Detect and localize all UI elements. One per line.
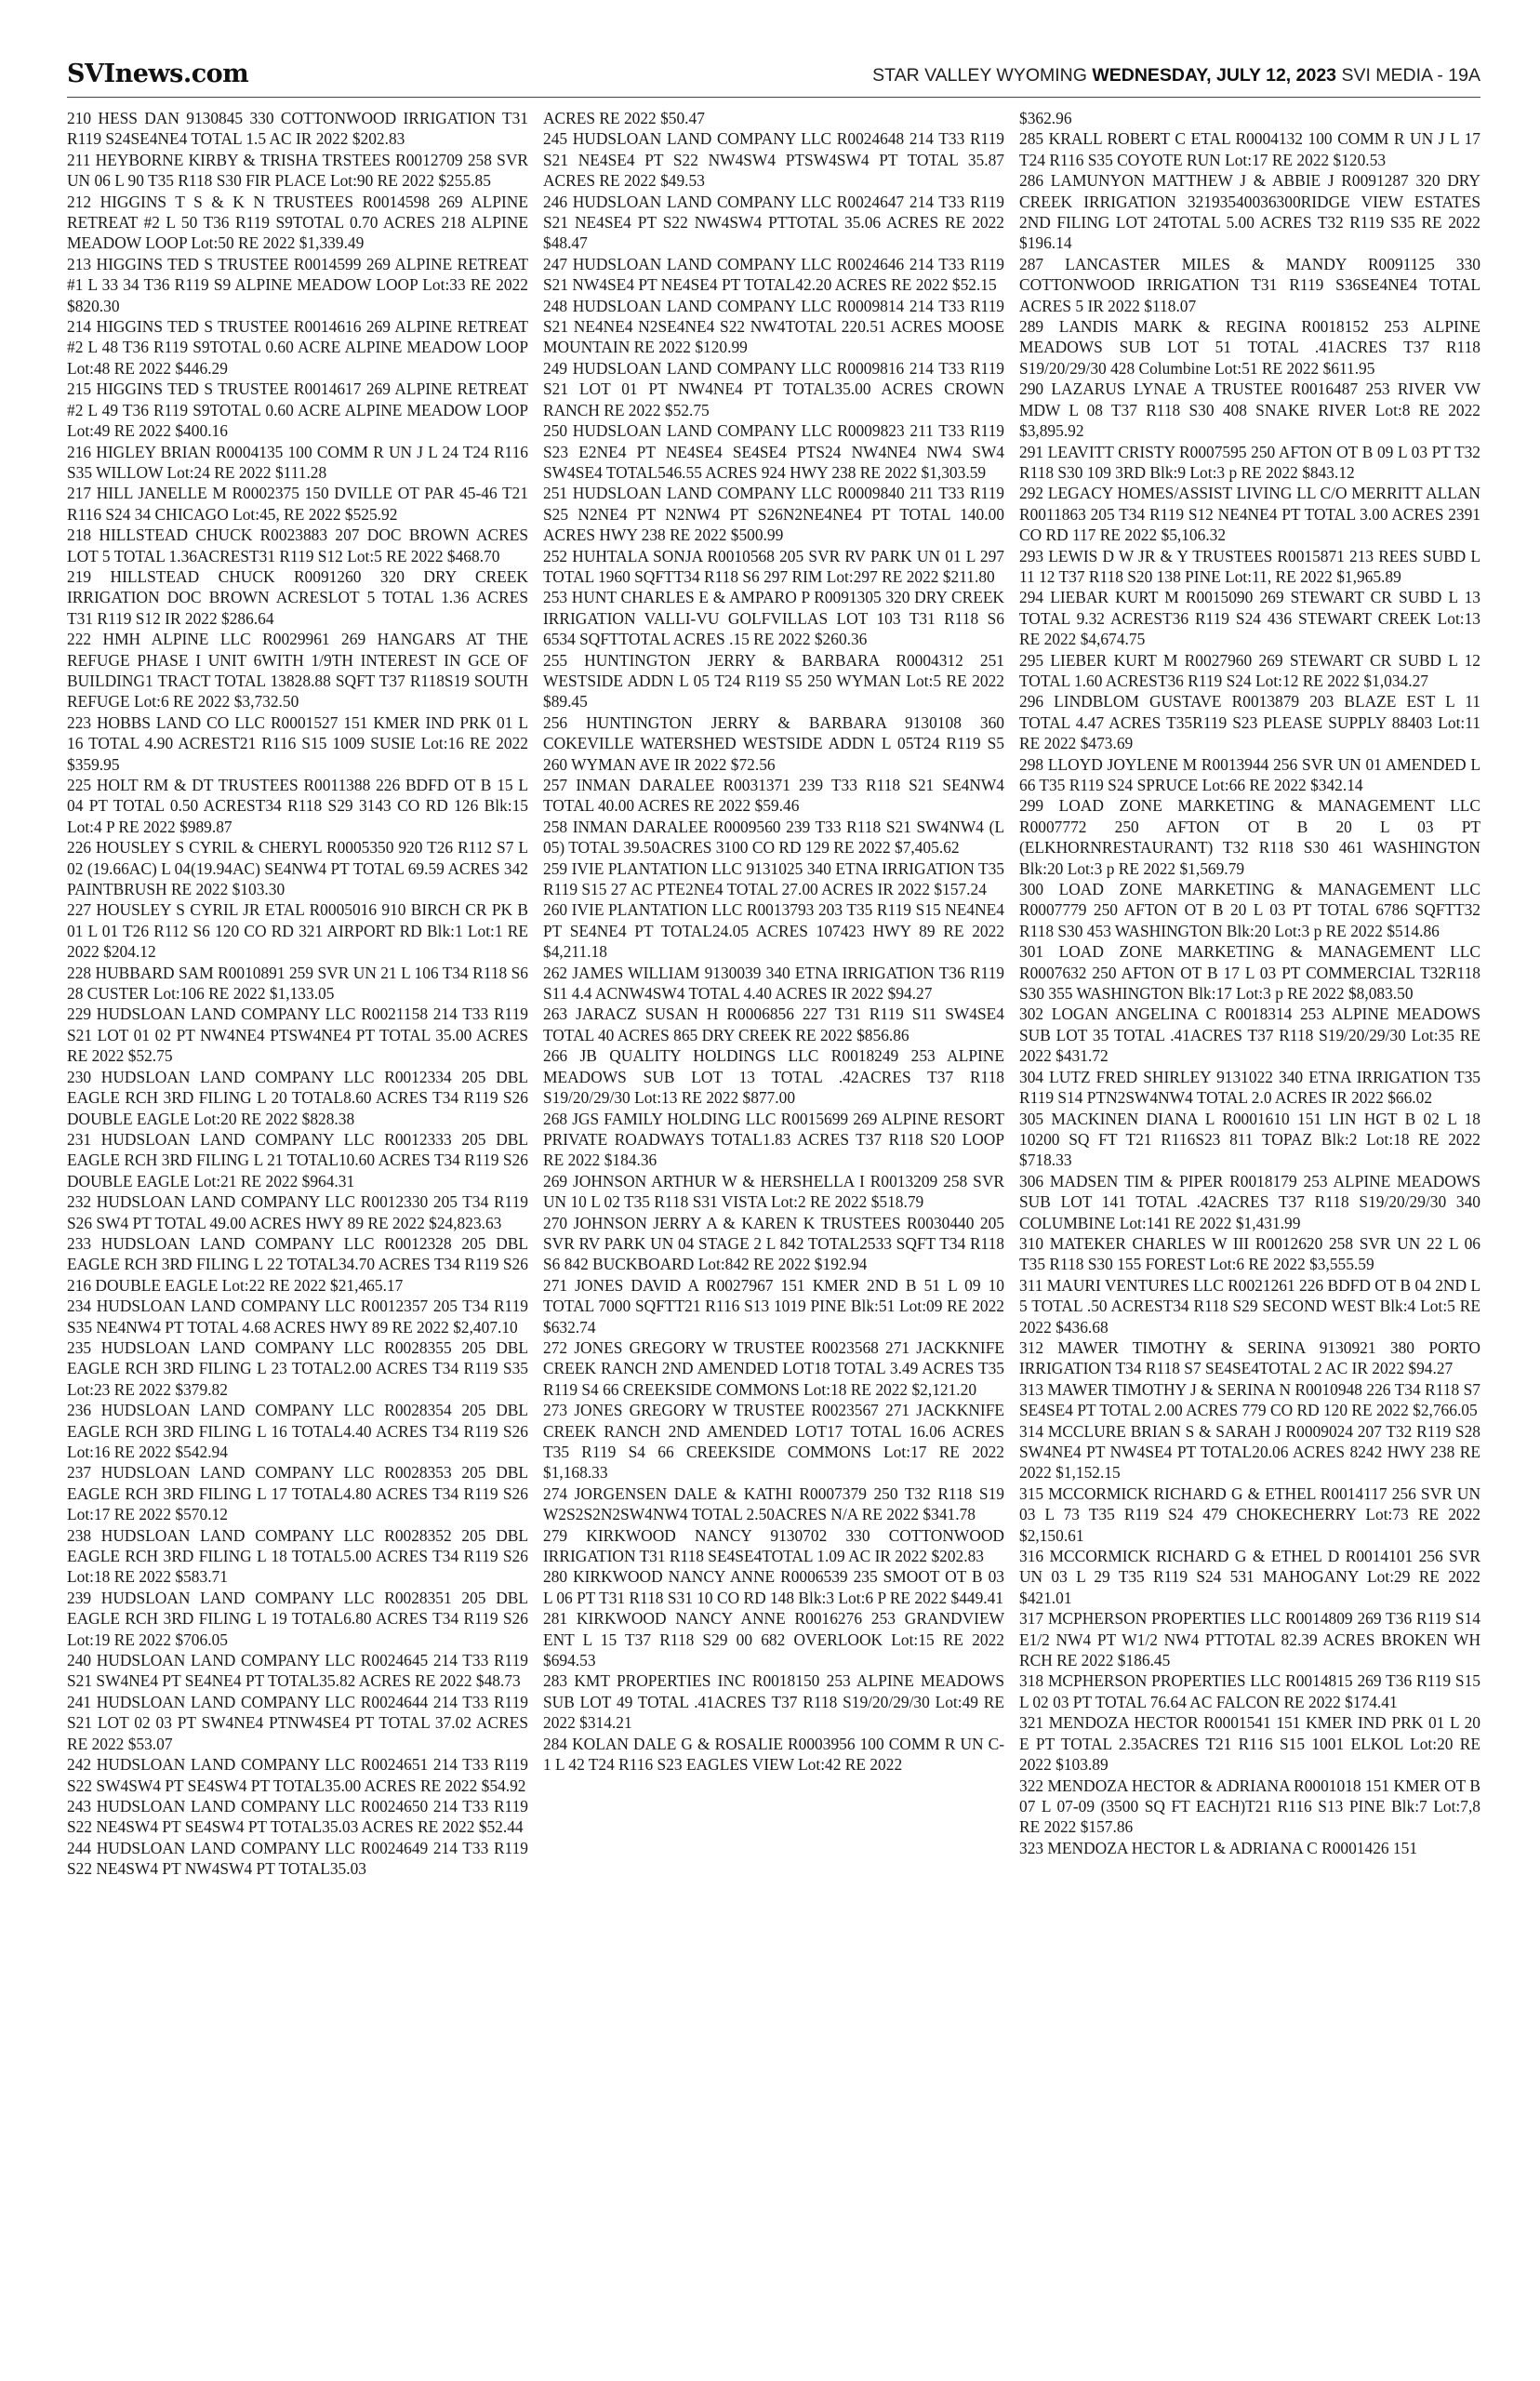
tax-entry: 286 LAMUNYON MATTHEW J & ABBIE J R0091287 320 DRY CREEK IRRIGATION 32193540036300RIDGE VIEW ESTATES 2ND FILING LOT 24TOTAL 5.00 ACRES T32 R119 S35 RE 2022 $196.14	[1019, 171, 1480, 253]
masthead-page: SVI MEDIA - 19A	[1341, 65, 1480, 86]
tax-entry: 251 HUDSLOAN LAND COMPANY LLC R0009840 211 T33 R119 S25 N2NE4 PT N2NW4 PT S26N2NE4NE4 PT TOTAL 140.00 ACRES HWY 238 RE 2022 $500.99	[543, 484, 1004, 545]
column-1	[67, 108, 528, 2340]
tax-entry: 295 LIEBER KURT M R0027960 269 STEWART CR SUBD L 12 TOTAL 1.60 ACREST36 R119 S24 Lot:12 RE 2022 $1,034.27	[1019, 650, 1480, 690]
tax-entry: 233 HUDSLOAN LAND COMPANY LLC R0012328 205 DBL EAGLE RCH 3RD FILING L 22 TOTAL34.70 ACRES T34 R119 S26 216 DOUBLE EAGLE Lot:22 RE 2022 $21,465.17	[67, 1233, 528, 1295]
tax-entry: 213 HIGGINS TED S TRUSTEE R0014599 269 ALPINE RETREAT #1 L 33 34 T36 R119 S9 ALPINE MEADOW LOOP Lot:33 RE 2022 $820.30	[67, 254, 528, 315]
tax-entry: 246 HUDSLOAN LAND COMPANY LLC R0024647 214 T33 R119 S21 NE4SE4 PT S22 NW4SW4 PTTOTAL 35.06 ACRES RE 2022 $48.47	[543, 192, 1004, 253]
tax-entry: ACRES RE 2022 $50.47	[543, 109, 705, 127]
tax-entry: 252 HUHTALA SONJA R0010568 205 SVR RV PARK UN 01 L 297 TOTAL 1960 SQFTT34 R118 S6 297 RIM Lot:297 RE 2022 $211.80	[543, 546, 1004, 586]
tax-entry: 249 HUDSLOAN LAND COMPANY LLC R0009816 214 T33 R119 S21 LOT 01 PT NW4NE4 PT TOTAL35.00 ACRES CROWN RANCH RE 2022 $52.75	[543, 358, 1004, 419]
tax-entry: 217 HILL JANELLE M R0002375 150 DVILLE OT PAR 45-46 T21 R116 S24 34 CHICAGO Lot:45, RE 2022 $525.92	[67, 484, 528, 524]
tax-entry: 290 LAZARUS LYNAE A TRUSTEE R0016487 253 RIVER VW MDW L 08 T37 R118 S30 408 SNAKE RIVER Lot:8 RE 2022 $3,895.92	[1019, 379, 1480, 441]
page-header	[67, 60, 1480, 97]
tax-entry: 289 LANDIS MARK & REGINA R0018152 253 ALPINE MEADOWS SUB LOT 51 TOTAL .41ACRES T37 R118 S19/20/29/30 428 Columbine Lot:51 RE 2022 $611.95	[1019, 317, 1480, 378]
tax-entry: 223 HOBBS LAND CO LLC R0001527 151 KMER IND PRK 01 L 16 TOTAL 4.90 ACREST21 R116 S15 1009 SUSIE Lot:16 RE 2022 $359.95	[67, 712, 528, 774]
masthead-date: WEDNESDAY, JULY 12, 2023	[1092, 65, 1337, 86]
tax-entry: 268 JGS FAMILY HOLDING LLC R0015699 269 ALPINE RESORT PRIVATE ROADWAYS TOTAL1.83 ACRES T37 R118 S20 LOOP RE 2022 $184.36	[543, 1109, 1004, 1170]
tax-entry: 210 HESS DAN 9130845 330 COTTONWOOD IRRIGATION T31 R119 S24SE4NE4 TOTAL 1.5 AC IR 2022 $202.83	[67, 109, 528, 149]
tax-entry: 245 HUDSLOAN LAND COMPANY LLC R0024648 214 T33 R119 S21 NE4SE4 PT S22 NW4SW4 PTSW4SW4 PT TOTAL 35.87 ACRES RE 2022 $49.53	[543, 129, 1004, 191]
tax-entry: 294 LIEBAR KURT M R0015090 269 STEWART CR SUBD L 13 TOTAL 9.32 ACREST36 R119 S24 436 STEWART CREEK Lot:13 RE 2022 $4,674.75	[1019, 588, 1480, 649]
tax-entry: 305 MACKINEN DIANA L R0001610 151 LIN HGT B 02 L 18 10200 SQ FT T21 R116S23 811 TOPAZ Blk:2 Lot:18 RE 2022 $718.33	[1019, 1109, 1480, 1170]
tax-entry: 304 LUTZ FRED SHIRLEY 9131022 340 ETNA IRRIGATION T35 R119 S14 PTN2SW4NW4 TOTAL 2.0 ACRES IR 2022 $66.02	[1019, 1067, 1480, 1108]
tax-entry: 225 HOLT RM & DT TRUSTEES R0011388 226 BDFD OT B 15 L 04 PT TOTAL 0.50 ACREST34 R118 S29 3143 CO RD 126 Blk:15 Lot:4 P RE 2022 $989.87	[67, 776, 528, 836]
legal-notice-columns	[67, 108, 1480, 2340]
tax-entry: 211 HEYBORNE KIRBY & TRISHA TRSTEES R0012709 258 SVR UN 06 L 90 T35 R118 S30 FIR PLACE Lot:90 RE 2022 $255.85	[67, 150, 528, 191]
tax-entry: 263 JARACZ SUSAN H R0006856 227 T31 R119 S11 SW4SE4 TOTAL 40 ACRES 865 DRY CREEK RE 2022 $856.86	[543, 1004, 1004, 1044]
tax-entry: 318 MCPHERSON PROPERTIES LLC R0014815 269 T36 R119 S15 L 02 03 PT TOTAL 76.64 AC FALCON RE 2022 $174.41	[1019, 1671, 1480, 1711]
tax-entry: 312 MAWER TIMOTHY & SERINA 9130921 380 PORTO IRRIGATION T34 R118 S7 SE4SE4TOTAL 2 AC IR 2022 $94.27	[1019, 1337, 1480, 1378]
tax-entry: 216 HIGLEY BRIAN R0004135 100 COMM R UN J L 24 T24 R116 S35 WILLOW Lot:24 RE 2022 $111.28	[67, 442, 528, 482]
tax-entry: 287 LANCASTER MILES & MANDY R0091125 330 COTTONWOOD IRRIGATION T31 R119 S36SE4NE4 TOTAL ACRES 5 IR 2022 $118.07	[1019, 254, 1480, 315]
tax-entry: 321 MENDOZA HECTOR R0001541 151 KMER IND PRK 01 L 20 E PT TOTAL 2.35ACRES T21 R116 S15 1001 ELKOL Lot:20 RE 2022 $103.89	[1019, 1713, 1480, 1775]
tax-entry: 239 HUDSLOAN LAND COMPANY LLC R0028351 205 DBL EAGLE RCH 3RD FILING L 19 TOTAL6.80 ACRES T34 R119 S26 Lot:19 RE 2022 $706.05	[67, 1588, 528, 1649]
tax-entry: 323 MENDOZA HECTOR L & ADRIANA C R0001426 151	[1019, 1838, 1418, 1857]
tax-entry: 257 INMAN DARALEE R0031371 239 T33 R118 S21 SE4NW4 TOTAL 40.00 ACRES RE 2022 $59.46	[543, 776, 1004, 816]
tax-entry: 255 HUNTINGTON JERRY & BARBARA R0004312 251 WESTSIDE ADDN L 05 T24 R119 S5 250 WYMAN Lot:5 RE 2022 $89.45	[543, 650, 1004, 712]
tax-entry: 269 JOHNSON ARTHUR W & HERSHELLA I R0013209 258 SVR UN 10 L 02 T35 R118 S31 VISTA Lot:2 RE 2022 $518.79	[543, 1171, 1004, 1212]
tax-entry: 215 HIGGINS TED S TRUSTEE R0014617 269 ALPINE RETREAT #2 L 49 T36 R119 S9TOTAL 0.60 ACRE ALPINE MEADOW LOOP Lot:49 RE 2022 $400.16	[67, 379, 528, 441]
tax-entry: 259 IVIE PLANTATION LLC 9131025 340 ETNA IRRIGATION T35 R119 S15 27 AC PTE2NE4 TOTAL 27.00 ACRES IR 2022 $157.24	[543, 858, 1004, 899]
column-2	[543, 108, 1004, 2340]
tax-entry: 218 HILLSTEAD CHUCK R0023883 207 DOC BROWN ACRES LOT 5 TOTAL 1.36ACREST31 R119 S12 Lot:5 RE 2022 $468.70	[67, 525, 528, 565]
tax-entry: 247 HUDSLOAN LAND COMPANY LLC R0024646 214 T33 R119 S21 NW4SE4 PT NE4SE4 PT TOTAL42.20 ACRES RE 2022 $52.15	[543, 254, 1004, 295]
tax-entry: 258 INMAN DARALEE R0009560 239 T33 R118 S21 SW4NW4 (L 05) TOTAL 39.50ACRES 3100 CO RD 129 RE 2022 $7,405.62	[543, 817, 1004, 858]
tax-entry: 214 HIGGINS TED S TRUSTEE R0014616 269 ALPINE RETREAT #2 L 48 T36 R119 S9TOTAL 0.60 ACRE ALPINE MEADOW LOOP Lot:48 RE 2022 $446.29	[67, 317, 528, 378]
tax-entry: 228 HUBBARD SAM R0010891 259 SVR UN 21 L 106 T34 R118 S6 28 CUSTER Lot:106 RE 2022 $1,133.05	[67, 963, 528, 1004]
masthead	[872, 65, 1480, 86]
tax-entry: 280 KIRKWOOD NANCY ANNE R0006539 235 SMOOT OT B 03 L 06 PT T31 R118 S31 10 CO RD 148 Blk:3 Lot:6 P RE 2022 $449.41	[543, 1567, 1004, 1607]
site-name: SVInews.com	[67, 60, 249, 88]
tax-entry: 242 HUDSLOAN LAND COMPANY LLC R0024651 214 T33 R119 S22 SW4SW4 PT SE4SW4 PT TOTAL35.00 ACRES RE 2022 $54.92	[67, 1755, 528, 1795]
header-rule	[67, 97, 1480, 98]
tax-entry: 238 HUDSLOAN LAND COMPANY LLC R0028352 205 DBL EAGLE RCH 3RD FILING L 18 TOTAL5.00 ACRES T34 R119 S26 Lot:18 RE 2022 $583.71	[67, 1525, 528, 1587]
tax-entry: $362.96	[1019, 109, 1072, 127]
tax-entry: 235 HUDSLOAN LAND COMPANY LLC R0028355 205 DBL EAGLE RCH 3RD FILING L 23 TOTAL2.00 ACRES T34 R119 S35 Lot:23 RE 2022 $379.82	[67, 1337, 528, 1399]
tax-entry: 285 KRALL ROBERT C ETAL R0004132 100 COMM R UN J L 17 T24 R116 S35 COYOTE RUN Lot:17 RE 2022 $120.53	[1019, 129, 1480, 169]
masthead-location: STAR VALLEY WYOMING	[872, 65, 1087, 86]
tax-entry: 231 HUDSLOAN LAND COMPANY LLC R0012333 205 DBL EAGLE RCH 3RD FILING L 21 TOTAL10.60 ACRES T34 R119 S26 DOUBLE EAGLE Lot:21 RE 2022 $964.31	[67, 1129, 528, 1190]
tax-entry: 311 MAURI VENTURES LLC R0021261 226 BDFD OT B 04 2ND L 5 TOTAL .50 ACREST34 R118 S29 SECOND WEST Blk:4 Lot:5 RE 2022 $436.68	[1019, 1275, 1480, 1337]
tax-entry: 226 HOUSLEY S CYRIL & CHERYL R0005350 920 T26 R112 S7 L 02 (19.66AC) L 04(19.94AC) SE4NW4 PT TOTAL 69.59 ACRES 342 PAINTBRUSH RE 2022 $103.30	[67, 838, 528, 899]
tax-entry: 306 MADSEN TIM & PIPER R0018179 253 ALPINE MEADOWS SUB LOT 141 TOTAL .42ACRES T37 R118 S19/20/29/30 340 COLUMBINE Lot:141 RE 2022 $1,431.99	[1019, 1171, 1480, 1232]
tax-entry: 229 HUDSLOAN LAND COMPANY LLC R0021158 214 T33 R119 S21 LOT 01 02 PT NW4NE4 PTSW4NE4 PT TOTAL 35.00 ACRES RE 2022 $52.75	[67, 1004, 528, 1066]
tax-entry: 230 HUDSLOAN LAND COMPANY LLC R0012334 205 DBL EAGLE RCH 3RD FILING L 20 TOTAL8.60 ACRES T34 R119 S26 DOUBLE EAGLE Lot:20 RE 2022 $828.38	[67, 1067, 528, 1128]
tax-entry: 273 JONES GREGORY W TRUSTEE R0023567 271 JACKKNIFE CREEK RANCH 2ND AMENDED LOT17 TOTAL 16.06 ACRES T35 R119 S4 66 CREEKSIDE COMMONS Lot:17 RE 2022 $1,168.33	[543, 1401, 1004, 1483]
tax-entry: 315 MCCORMICK RICHARD G & ETHEL R0014117 256 SVR UN 03 L 73 T35 R119 S24 479 CHOKECHERRY Lot:73 RE 2022 $2,150.61	[1019, 1483, 1480, 1545]
tax-entry: 316 MCCORMICK RICHARD G & ETHEL D R0014101 256 SVR UN 03 L 29 T35 R119 S24 531 MAHOGANY Lot:29 RE 2022 $421.01	[1019, 1547, 1480, 1607]
tax-entry: 244 HUDSLOAN LAND COMPANY LLC R0024649 214 T33 R119 S22 NE4SW4 PT NW4SW4 PT TOTAL35.03	[67, 1838, 528, 1879]
tax-entry: 212 HIGGINS T S & K N TRUSTEES R0014598 269 ALPINE RETREAT #2 L 50 T36 R119 S9TOTAL 0.70 ACRES 218 ALPINE MEADOW LOOP Lot:50 RE 2022 $1,339.49	[67, 192, 528, 253]
tax-entry: 322 MENDOZA HECTOR & ADRIANA R0001018 151 KMER OT B 07 L 07-09 (3500 SQ FT EACH)T21 R116 S13 PINE Blk:7 Lot:7,8 RE 2022 $157.86	[1019, 1776, 1480, 1837]
tax-entry: 302 LOGAN ANGELINA C R0018314 253 ALPINE MEADOWS SUB LOT 35 TOTAL .41ACRES T37 R118 S19/20/29/30 Lot:35 RE 2022 $431.72	[1019, 1004, 1480, 1066]
tax-entry: 313 MAWER TIMOTHY J & SERINA N R0010948 226 T34 R118 S7 SE4SE4 PT TOTAL 2.00 ACRES 779 CO RD 120 RE 2022 $2,766.05	[1019, 1379, 1480, 1420]
tax-entry: 274 JORGENSEN DALE & KATHI R0007379 250 T32 R118 S19 W2S2S2N2SW4NW4 TOTAL 2.50ACRES N/A RE 2022 $341.78	[543, 1483, 1004, 1524]
tax-entry: 293 LEWIS D W JR & Y TRUSTEES R0015871 213 REES SUBD L 11 12 T37 R118 S20 138 PINE Lot:11, RE 2022 $1,965.89	[1019, 546, 1480, 586]
tax-entry: 281 KIRKWOOD NANCY ANNE R0016276 253 GRANDVIEW ENT L 15 T37 R118 S29 00 682 OVERLOOK Lot:15 RE 2022 $694.53	[543, 1609, 1004, 1670]
tax-entry: 299 LOAD ZONE MARKETING & MANAGEMENT LLC R0007772 250 AFTON OT B 20 L 03 PT (ELKHORNRESTAURANT) T32 R118 S30 461 WASHINGTON Blk:20 Lot:3 p RE 2022 $1,569.79	[1019, 796, 1480, 878]
tax-entry: 236 HUDSLOAN LAND COMPANY LLC R0028354 205 DBL EAGLE RCH 3RD FILING L 16 TOTAL4.40 ACRES T34 R119 S26 Lot:16 RE 2022 $542.94	[67, 1401, 528, 1461]
tax-entry: 234 HUDSLOAN LAND COMPANY LLC R0012357 205 T34 R119 S35 NE4NW4 PT TOTAL 4.68 ACRES HWY 89 RE 2022 $2,407.10	[67, 1297, 528, 1337]
tax-entry: 266 JB QUALITY HOLDINGS LLC R0018249 253 ALPINE MEADOWS SUB LOT 13 TOTAL .42ACRES T37 R118 S19/20/29/30 Lot:13 RE 2022 $877.00	[543, 1046, 1004, 1108]
tax-entry: 296 LINDBLOM GUSTAVE R0013879 203 BLAZE EST L 11 TOTAL 4.47 ACRES T35R119 S23 PLEASE SUPPLY 88403 Lot:11 RE 2022 $473.69	[1019, 692, 1480, 753]
tax-entry: 260 IVIE PLANTATION LLC R0013793 203 T35 R119 S15 NE4NE4 PT SE4NE4 PT TOTAL24.05 ACRES 107423 HWY 89 RE 2022 $4,211.18	[543, 900, 1004, 962]
tax-entry: 253 HUNT CHARLES E & AMPARO P R0091305 320 DRY CREEK IRRIGATION VALLI-VU GOLFVILLAS LOT 103 T31 R118 S6 6534 SQFTTOTAL ACRES .15 RE 2022 $260.36	[543, 588, 1004, 649]
tax-entry: 310 MATEKER CHARLES W III R0012620 258 SVR UN 22 L 06 T35 R118 S30 155 FOREST Lot:6 RE 2022 $3,555.59	[1019, 1233, 1480, 1274]
tax-entry: 301 LOAD ZONE MARKETING & MANAGEMENT LLC R0007632 250 AFTON OT B 17 L 03 PT COMMERCIAL T32R118 S30 355 WASHINGTON Blk:17 Lot:3 p RE 2022 $8,083.50	[1019, 942, 1480, 1004]
tax-entry: 292 LEGACY HOMES/ASSIST LIVING LL C/O MERRITT ALLAN R0011863 205 T34 R119 S12 NE4NE4 PT TOTAL 3.00 ACRES 2391 CO RD 117 RE 2022 $5,106.32	[1019, 484, 1480, 545]
tax-entry: 250 HUDSLOAN LAND COMPANY LLC R0009823 211 T33 R119 S23 E2NE4 PT NE4SE4 SE4SE4 PTS24 NW4NE4 NW4 SW4 SW4SE4 TOTAL546.55 ACRES 924 HWY 238 RE 2022 $1,303.59	[543, 421, 1004, 482]
tax-entry: 317 MCPHERSON PROPERTIES LLC R0014809 269 T36 R119 S14 E1/2 NW4 PT W1/2 NW4 PTTOTAL 82.39 ACRES BROKEN WH RCH RE 2022 $186.45	[1019, 1609, 1480, 1670]
tax-entry: 240 HUDSLOAN LAND COMPANY LLC R0024645 214 T33 R119 S21 SW4NE4 PT SE4NE4 PT TOTAL35.82 ACRES RE 2022 $48.73	[67, 1651, 528, 1691]
tax-entry: 232 HUDSLOAN LAND COMPANY LLC R0012330 205 T34 R119 S26 SW4 PT TOTAL 49.00 ACRES HWY 89 RE 2022 $24,823.63	[67, 1192, 528, 1232]
tax-entry: 272 JONES GREGORY W TRUSTEE R0023568 271 JACKKNIFE CREEK RANCH 2ND AMENDED LOT18 TOTAL 3.49 ACRES T35 R119 S4 66 CREEKSIDE COMMONS Lot:18 RE 2022 $2,121.20	[543, 1337, 1004, 1399]
tax-entry: 222 HMH ALPINE LLC R0029961 269 HANGARS AT THE REFUGE PHASE I UNIT 6WITH 1/9TH INTEREST IN GCE OF BUILDING1 TRACT TOTAL 13828.88 SQFT T37 R118S19 SOUTH REFUGE Lot:6 RE 2022 $3,732.50	[67, 630, 528, 712]
tax-entry: 291 LEAVITT CRISTY R0007595 250 AFTON OT B 09 L 03 PT T32 R118 S30 109 3RD Blk:9 Lot:3 p RE 2022 $843.12	[1019, 442, 1480, 482]
tax-entry: 248 HUDSLOAN LAND COMPANY LLC R0009814 214 T33 R119 S21 NE4NE4 N2SE4NE4 S22 NW4TOTAL 220.51 ACRES MOOSE MOUNTAIN RE 2022 $120.99	[543, 296, 1004, 357]
tax-entry: 237 HUDSLOAN LAND COMPANY LLC R0028353 205 DBL EAGLE RCH 3RD FILING L 17 TOTAL4.80 ACRES T34 R119 S26 Lot:17 RE 2022 $570.12	[67, 1463, 528, 1524]
tax-entry: 271 JONES DAVID A R0027967 151 KMER 2ND B 51 L 09 10 TOTAL 7000 SQFTT21 R116 S13 1019 PINE Blk:51 Lot:09 RE 2022 $632.74	[543, 1275, 1004, 1337]
tax-entry: 270 JOHNSON JERRY A & KAREN K TRUSTEES R0030440 205 SVR RV PARK UN 04 STAGE 2 L 842 TOTAL2533 SQFT T34 R118 S6 842 BUCKBOARD Lot:842 RE 2022 $192.94	[543, 1213, 1004, 1274]
tax-entry: 262 JAMES WILLIAM 9130039 340 ETNA IRRIGATION T36 R119 S11 4.4 ACNW4SW4 TOTAL 4.40 ACRES IR 2022 $94.27	[543, 963, 1004, 1004]
tax-entry: 219 HILLSTEAD CHUCK R0091260 320 DRY CREEK IRRIGATION DOC BROWN ACRESLOT 5 TOTAL 1.36 ACRES T31 R119 S12 IR 2022 $286.64	[67, 566, 528, 628]
tax-entry: 241 HUDSLOAN LAND COMPANY LLC R0024644 214 T33 R119 S21 LOT 02 03 PT SW4NE4 PTNW4SE4 PT TOTAL 37.02 ACRES RE 2022 $53.07	[67, 1692, 528, 1753]
tax-entry: 243 HUDSLOAN LAND COMPANY LLC R0024650 214 T33 R119 S22 NE4SW4 PT SE4SW4 PT TOTAL35.03 ACRES RE 2022 $52.44	[67, 1796, 528, 1837]
tax-entry: 314 MCCLURE BRIAN S & SARAH J R0009024 207 T32 R119 S28 SW4NE4 PT NW4SE4 PT TOTAL20.06 ACRES 8242 HWY 238 RE 2022 $1,152.15	[1019, 1421, 1480, 1483]
tax-entry: 227 HOUSLEY S CYRIL JR ETAL R0005016 910 BIRCH CR PK B 01 L 01 T26 R112 S6 120 CO RD 321 AIRPORT RD Blk:1 Lot:1 RE 2022 $204.12	[67, 900, 528, 962]
tax-entry: 300 LOAD ZONE MARKETING & MANAGEMENT LLC R0007779 250 AFTON OT B 20 L 03 PT TOTAL 6786 SQFTT32 R118 S30 453 WASHINGTON Blk:20 Lot:3 p RE 2022 $514.86	[1019, 880, 1480, 940]
column-3	[1019, 108, 1480, 2340]
tax-entry: 284 KOLAN DALE G & ROSALIE R0003956 100 COMM R UN C-1 L 42 T24 R116 S23 EAGLES VIEW Lot:42 RE 2022	[543, 1734, 1004, 1775]
tax-entry: 256 HUNTINGTON JERRY & BARBARA 9130108 360 COKEVILLE WATERSHED WESTSIDE ADDN L 05T24 R119 S5 260 WYMAN AVE IR 2022 $72.56	[543, 712, 1004, 774]
tax-entry: 298 LLOYD JOYLENE M R0013944 256 SVR UN 01 AMENDED L 66 T35 R119 S24 SPRUCE Lot:66 RE 2022 $342.14	[1019, 754, 1480, 794]
tax-entry: 283 KMT PROPERTIES INC R0018150 253 ALPINE MEADOWS SUB LOT 49 TOTAL .41ACRES T37 R118 S19/20/29/30 Lot:49 RE 2022 $314.21	[543, 1671, 1004, 1733]
tax-entry: 279 KIRKWOOD NANCY 9130702 330 COTTONWOOD IRRIGATION T31 R118 SE4SE4TOTAL 1.09 AC IR 2022 $202.83	[543, 1525, 1004, 1566]
